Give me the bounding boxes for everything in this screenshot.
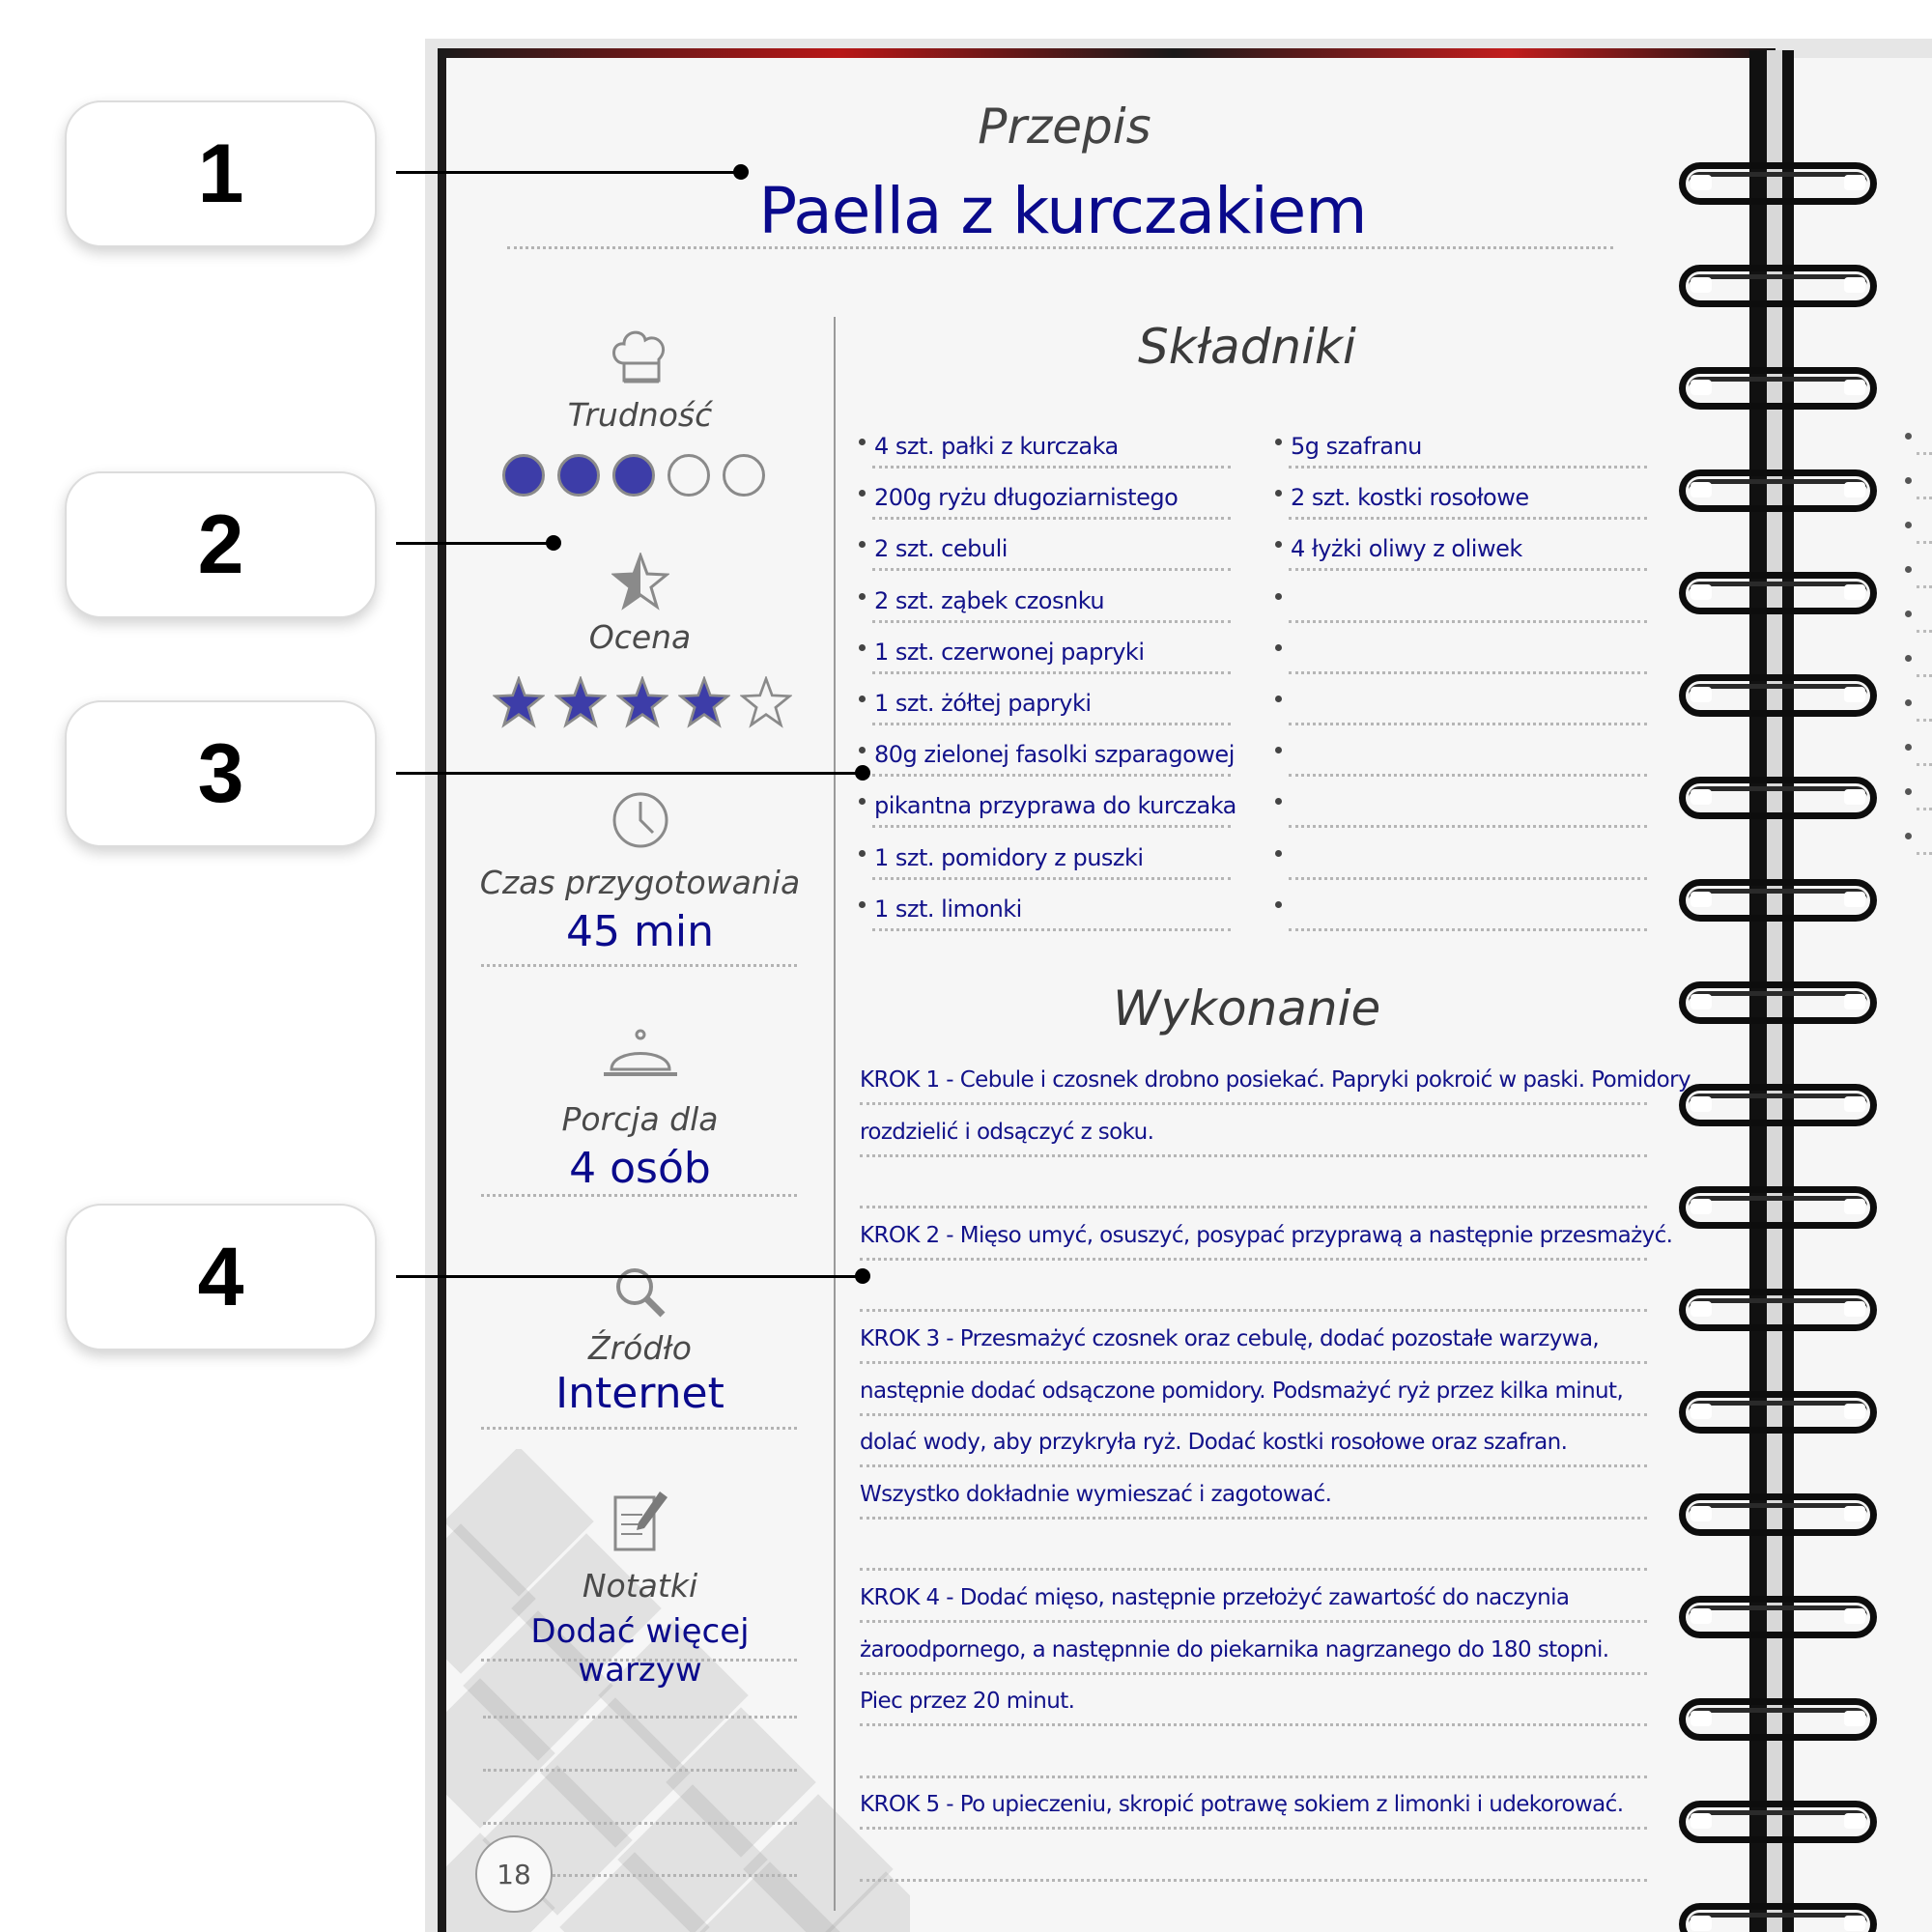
star-filled-icon[interactable] [493, 676, 545, 728]
method-line[interactable] [860, 1326, 1647, 1365]
servings-value[interactable]: 4 osób [569, 1144, 711, 1193]
next-page-bullet [1905, 655, 1912, 662]
method-underline [860, 1672, 1647, 1675]
prep-time-section [478, 790, 802, 956]
spiral-ring [1679, 469, 1877, 512]
spiral-ring [1679, 1289, 1877, 1331]
method-underline [860, 1879, 1647, 1882]
callout-leader-line [396, 542, 554, 545]
next-page-dotline [1917, 452, 1932, 455]
method-underline [860, 1620, 1647, 1623]
bullet-icon [1275, 901, 1282, 908]
next-page-bullet [1905, 788, 1912, 795]
method-underline [860, 1361, 1647, 1364]
callout-leader-line [396, 772, 863, 775]
method-underline [860, 1723, 1647, 1726]
ingredient-row[interactable] [1275, 895, 1647, 934]
next-page-bullet [1905, 566, 1912, 573]
spiral-ring [1679, 777, 1877, 819]
method-underline [860, 1206, 1647, 1208]
bullet-icon [859, 696, 866, 702]
bullet-icon [859, 541, 866, 548]
next-page-dotline [1917, 763, 1932, 766]
ingredient-underline [1289, 466, 1647, 469]
star-filled-icon[interactable] [678, 676, 730, 728]
bullet-icon [1275, 439, 1282, 445]
next-page-dotline [1917, 852, 1932, 855]
difficulty-label: Trudność [567, 396, 713, 434]
ingredient-row[interactable] [1275, 639, 1647, 677]
next-page-dotline [1917, 630, 1932, 633]
notes-value[interactable]: Dodać więcej warzyw [530, 1612, 750, 1690]
next-page-bullet [1905, 744, 1912, 751]
callout-leader-dot [855, 765, 870, 781]
notes-line-2[interactable] [483, 1716, 797, 1719]
prep-time-value[interactable]: 45 min [566, 907, 714, 956]
ingredient-underline [1289, 825, 1647, 828]
difficulty-dot-filled[interactable] [502, 454, 545, 497]
magnifier-icon [611, 1264, 669, 1321]
ingredient-text: 5g szafranu [1291, 433, 1422, 460]
method-text: KROK 3 - Przesmażyć czosnek oraz cebulę, dodać pozostałe warzywa, [860, 1326, 1600, 1351]
star-filled-icon[interactable] [616, 676, 668, 728]
bullet-icon [859, 901, 866, 908]
ingredient-underline [1289, 928, 1647, 931]
spiral-ring [1679, 1903, 1877, 1932]
bullet-icon [859, 593, 866, 600]
ingredient-row[interactable] [859, 895, 1231, 934]
ingredient-row[interactable] [1275, 535, 1647, 574]
ingredient-underline [872, 517, 1231, 520]
source-section [478, 1264, 802, 1418]
method-text: KROK 4 - Dodać mięso, następnie przełożyć zawartość do naczynia [860, 1585, 1570, 1610]
ingredient-text: pikantna przyprawa do kurczaka [874, 792, 1236, 820]
method-underline [860, 1517, 1647, 1520]
method-text: KROK 1 - Cebule i czosnek drobno posiekać. Papryki pokroić w paski. Pomidory [860, 1067, 1691, 1093]
ingredient-underline [872, 928, 1231, 931]
difficulty-dot-filled[interactable] [612, 454, 655, 497]
bullet-icon [1275, 541, 1282, 548]
ingredient-underline [1289, 620, 1647, 623]
bullet-icon [859, 798, 866, 805]
source-value[interactable]: Internet [555, 1369, 724, 1418]
method-line[interactable] [860, 1637, 1647, 1676]
ingredient-text: 2 szt. ząbek czosnku [874, 586, 1105, 614]
spiral-ring [1679, 1391, 1877, 1434]
ingredient-row[interactable] [859, 587, 1231, 626]
next-page-bullet [1905, 833, 1912, 839]
spiral-ring [1679, 265, 1877, 307]
method-underline [860, 1258, 1647, 1261]
ingredient-underline [872, 877, 1231, 880]
method-underline [860, 1154, 1647, 1157]
difficulty-dot-empty[interactable] [723, 454, 765, 497]
callout-leader-line [396, 171, 741, 174]
ingredient-row[interactable] [859, 741, 1235, 780]
clock-icon [611, 790, 670, 850]
bullet-icon [1275, 593, 1282, 600]
spiral-ring [1679, 879, 1877, 922]
next-page-dotline [1917, 497, 1932, 499]
spiral-ring [1679, 572, 1877, 614]
ingredient-underline [1289, 568, 1647, 571]
difficulty-rating[interactable] [502, 454, 765, 497]
next-page-bullet [1905, 477, 1912, 484]
difficulty-section [478, 327, 802, 434]
column-divider [834, 317, 836, 1911]
star-filled-icon[interactable] [554, 676, 607, 728]
servings-underline [481, 1194, 797, 1197]
method-text: KROK 5 - Po upieczeniu, skropić potrawę sokiem z limonki i udekorować. [860, 1792, 1624, 1818]
ingredient-row[interactable] [859, 484, 1231, 523]
ingredient-underline [872, 774, 1231, 777]
spiral-ring [1679, 1493, 1877, 1536]
next-page-bullet [1905, 699, 1912, 706]
half-star-icon [611, 553, 669, 611]
bullet-icon [859, 490, 866, 497]
bullet-icon [1275, 798, 1282, 805]
method-text: żaroodpornego, a następnnie do piekarnika nagrzanego do 180 stopni. [860, 1636, 1609, 1662]
next-page-dotline [1917, 674, 1932, 677]
method-underline [860, 1776, 1647, 1778]
bullet-icon [859, 439, 866, 445]
bullet-icon [1275, 747, 1282, 753]
star-rating[interactable] [493, 676, 792, 728]
notes-line-1[interactable] [481, 1659, 797, 1662]
method-text: rozdzielić i odsączyć z soku. [860, 1119, 1154, 1145]
next-page-dotline [1917, 719, 1932, 722]
ingredient-row[interactable] [1275, 484, 1647, 523]
ingredient-row[interactable] [1275, 433, 1647, 471]
callout-1: 1 [65, 100, 377, 247]
ingredient-underline [872, 620, 1231, 623]
ingredient-row[interactable] [1275, 587, 1647, 626]
ingredient-text: 1 szt. limonki [874, 895, 1022, 923]
spiral-ring [1679, 1596, 1877, 1638]
ingredient-text: 200g ryżu długoziarnistego [874, 484, 1179, 512]
page-number: 18 [475, 1835, 553, 1913]
callout-leader-dot [855, 1268, 870, 1284]
notes-label: Notatki [582, 1567, 698, 1605]
method-line-empty[interactable] [860, 1844, 1647, 1883]
ingredient-text: 1 szt. żółtej papryki [874, 690, 1092, 717]
rating-label: Ocena [588, 618, 692, 656]
difficulty-dot-empty[interactable] [668, 454, 710, 497]
ingredient-row[interactable] [859, 535, 1231, 574]
method-line[interactable] [860, 1482, 1647, 1520]
next-page-bullet [1905, 611, 1912, 617]
ingredient-row[interactable] [1275, 741, 1647, 780]
notes-line-3[interactable] [483, 1769, 797, 1772]
star-empty-icon[interactable] [740, 676, 792, 728]
callout-leader-line [396, 1275, 863, 1278]
cloche-icon [602, 1029, 679, 1079]
source-underline [481, 1427, 797, 1430]
method-text: Wszystko dokładnie wymieszać i zagotować. [860, 1481, 1332, 1507]
ingredient-underline [1289, 671, 1647, 674]
method-heading: Wykonanie [1113, 980, 1381, 1037]
ingredient-underline [1289, 723, 1647, 725]
spiral-ring [1679, 367, 1877, 410]
next-page-bullet [1905, 522, 1912, 528]
source-label: Źródło [588, 1329, 692, 1367]
ingredient-row[interactable] [859, 844, 1231, 883]
title-underline [507, 246, 1613, 249]
ingredient-row[interactable] [859, 433, 1231, 471]
bullet-icon [859, 747, 866, 753]
method-line[interactable] [860, 1120, 1647, 1158]
ingredient-underline [872, 568, 1231, 571]
notes-line-4[interactable] [483, 1822, 797, 1825]
ingredient-underline [1289, 517, 1647, 520]
ingredient-underline [872, 723, 1231, 725]
method-line[interactable] [860, 1067, 1691, 1106]
ingredient-text: 4 szt. pałki z kurczaka [874, 433, 1119, 460]
recipe-label: Przepis [978, 99, 1151, 155]
ingredient-row[interactable] [1275, 690, 1647, 728]
servings-label: Porcja dla [561, 1100, 719, 1138]
ingredient-underline [872, 825, 1231, 828]
method-line-empty[interactable] [860, 1533, 1647, 1572]
spiral-ring [1679, 981, 1877, 1024]
prep-time-label: Czas przygotowania [479, 864, 801, 901]
spiral-ring [1679, 1084, 1877, 1126]
bullet-icon [859, 850, 866, 857]
ingredient-row[interactable] [1275, 792, 1647, 831]
ingredient-row[interactable] [859, 639, 1231, 677]
rating-section [478, 553, 802, 656]
method-text: następnie dodać odsączone pomidory. Podsmażyć ryż przez kilka minut, [860, 1378, 1624, 1404]
callout-4: 4 [65, 1204, 377, 1350]
spiral-ring [1679, 1698, 1877, 1741]
prep-time-underline [481, 964, 797, 967]
next-page-bullet [1905, 433, 1912, 440]
spiral-ring [1679, 674, 1877, 717]
recipe-title: Paella z kurczakiem [758, 174, 1367, 248]
ingredient-row[interactable] [859, 792, 1236, 831]
callout-2: 2 [65, 471, 377, 618]
method-line[interactable] [860, 1222, 1673, 1262]
method-line-empty[interactable] [860, 1274, 1647, 1313]
method-underline [860, 1568, 1647, 1571]
spiral-ring [1679, 1801, 1877, 1843]
bullet-icon [859, 644, 866, 651]
next-page-dotline [1917, 585, 1932, 588]
method-text: KROK 2 - Mięso umyć, osuszyć, posypać przyprawą a następnie przesmażyć. [860, 1222, 1673, 1248]
method-line[interactable] [860, 1689, 1647, 1727]
ingredient-text: 2 szt. cebuli [874, 535, 1008, 563]
method-line[interactable] [860, 1430, 1647, 1468]
spiral-ring [1679, 162, 1877, 205]
chef-hat-icon [607, 327, 674, 386]
callout-3: 3 [65, 700, 377, 847]
difficulty-dot-filled[interactable] [557, 454, 600, 497]
method-text: dolać wody, aby przykryła ryż. Dodać kostki rosołowe oraz szafran. [860, 1430, 1568, 1456]
ingredient-row[interactable] [1275, 844, 1647, 883]
ingredient-text: 1 szt. czerwonej papryki [874, 638, 1145, 666]
method-line-empty[interactable] [860, 1741, 1647, 1779]
callout-leader-dot [733, 164, 749, 180]
notepad-pencil-icon [611, 1490, 669, 1553]
bullet-icon [1275, 644, 1282, 651]
method-underline [860, 1102, 1647, 1105]
ingredient-underline [1289, 774, 1647, 777]
ingredients-heading: Składniki [1138, 319, 1356, 375]
method-line[interactable] [860, 1378, 1647, 1417]
next-page-dotline [1917, 808, 1932, 810]
bullet-icon [1275, 490, 1282, 497]
method-text: Piec przez 20 minut. [860, 1689, 1075, 1715]
servings-section [478, 1029, 802, 1193]
next-page-dotline [1917, 541, 1932, 544]
method-line-empty[interactable] [860, 1171, 1647, 1209]
ingredient-underline [872, 671, 1231, 674]
callout-leader-dot [546, 535, 561, 551]
ingredient-text: 2 szt. kostki rosołowe [1291, 484, 1529, 512]
ingredient-row[interactable] [859, 690, 1231, 728]
notes-line-5[interactable] [553, 1874, 797, 1877]
spiral-ring [1679, 1186, 1877, 1229]
ingredient-text: 4 łyżki oliwy z oliwek [1291, 535, 1522, 563]
ingredient-text: 80g zielonej fasolki szparagowej [874, 741, 1235, 769]
method-line[interactable] [860, 1792, 1647, 1831]
ingredient-underline [872, 466, 1231, 469]
ingredient-underline [1289, 877, 1647, 880]
method-underline [860, 1464, 1647, 1467]
method-underline [860, 1309, 1647, 1312]
method-underline [860, 1413, 1647, 1416]
bullet-icon [1275, 850, 1282, 857]
method-underline [860, 1827, 1647, 1830]
bullet-icon [1275, 696, 1282, 702]
ingredient-text: 1 szt. pomidory z puszki [874, 843, 1144, 871]
method-line[interactable] [860, 1585, 1647, 1624]
